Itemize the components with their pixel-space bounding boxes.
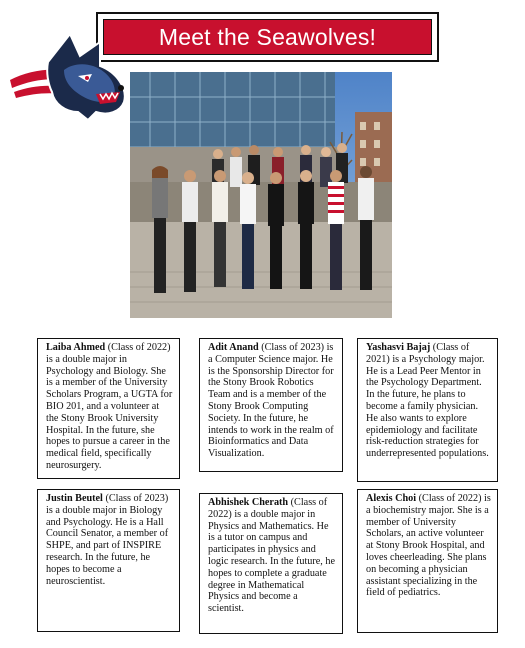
title-banner (96, 12, 439, 62)
member-card-justin-beutel (37, 489, 180, 632)
member-name: Yashasvi Bajaj (366, 342, 431, 353)
member-bio: (Class of 2022) is a double major in Psychology and Biology. She is a member of the University Scholars Program, a UGTA for BIO 201, and a volunteer at the Stony Brook University Hospital. In the future, she hopes to pursue a career in the medical field, specifically neurosurgery. (46, 342, 173, 471)
title-banner-fill (103, 19, 432, 55)
member-bio: (Class of 2023) is a double major in Biology and Psychology. He is a Hall Council Senator, a member of SHPE, and part of INSPIRE research. In the future, he hopes to become a neuroscientist. (46, 493, 169, 587)
member-card-abhishek-cherath (199, 493, 343, 634)
member-name: Alexis Choi (366, 493, 417, 504)
member-bio: (Class of 2022) is a double major in Physics and Mathematics. He is a tutor on campus and participates in physics and logic research. In the future, he hopes to complete a graduate degree in Mathematical Physics and become a scientist. (208, 497, 336, 615)
member-name: Justin Beutel (46, 493, 103, 504)
member-card-yashasvi-bajaj (357, 338, 498, 482)
member-name: Abhishek Cherath (208, 497, 289, 508)
seawolf-mascot-icon (8, 32, 130, 120)
page-title: Meet the Seawolves! (158, 23, 377, 50)
member-bio: (Class of 2022) is a biochemistry major. She is a member of University Scholars, an active volunteer at Stony Brook Hospital, and loves cheerleading. She plans on becoming a physician assistant specializing in the field of pediatrics. (366, 493, 491, 599)
group-photo-icon (130, 72, 392, 318)
member-name: Laiba Ahmed (46, 342, 106, 353)
member-bio: (Class of 2023) is a Computer Science major. He is the Sponsorship Director for the Stony Brook Robotics Team and is a member of the Stony Brook Computing Society. In the future, he intends to work in the realm of Bioinformatics and Data Visualization. (208, 342, 334, 460)
member-card-laiba-ahmed (37, 338, 180, 479)
member-bio: (Class of 2021) is a Psychology major. He is a Lead Peer Mentor in the Psychology Department. In the future, he plans to become a family physician. He also wants to explore epidemiology and facilitate risk-reduction strategies for underrepresented populations. (366, 342, 489, 460)
member-card-adit-anand (199, 338, 343, 472)
member-name: Adit Anand (208, 342, 259, 353)
member-card-alexis-choi (357, 489, 498, 633)
